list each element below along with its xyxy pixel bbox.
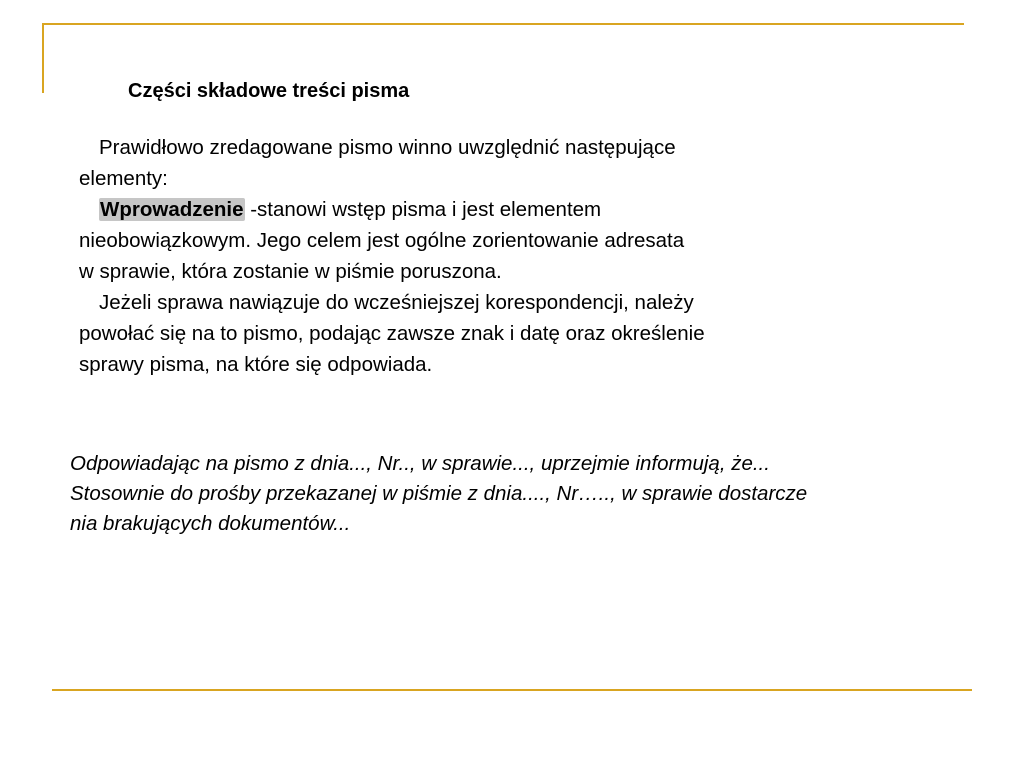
example-phrases	[70, 449, 1010, 539]
paragraph-2-line-1	[79, 194, 879, 225]
paragraph-3-line-2: powołać się na to pismo, podając zawsze znak i datę oraz określenie	[79, 322, 705, 345]
example-line-1: Odpowiadając na pismo z dnia..., Nr.., w sprawie..., uprzejmie informują, że...	[70, 452, 770, 475]
paragraph-3-line-1: Jeżeli sprawa nawiązuje do wcześniejszej korespondencji, należy	[99, 291, 694, 314]
paragraph-2-line-3: w sprawie, która zostanie w piśmie poruszona.	[79, 260, 502, 283]
frame-top-line	[42, 23, 964, 25]
example-line-2: Stosownie do prośby przekazanej w piśmie z dnia...., Nr….., w sprawie dostarcze	[70, 482, 808, 505]
slide-body	[79, 132, 879, 380]
paragraph-1-line-1: Prawidłowo zredagowane pismo winno uwzględnić następujące	[99, 136, 676, 159]
paragraph-3-line-3: sprawy pisma, na które się odpowiada.	[79, 353, 433, 376]
keyword-wprowadzenie: Wprowadzenie	[100, 198, 244, 221]
slide-title: Części składowe treści pisma	[128, 80, 410, 102]
frame-left-line	[42, 23, 44, 93]
paragraph-1-line-2: elementy:	[79, 167, 168, 190]
paragraph-2-line-2: nieobowiązkowym. Jego celem jest ogólne zorientowanie adresata	[79, 229, 685, 252]
example-line-3: nia brakujących dokumentów...	[70, 512, 351, 535]
frame-bottom-line	[52, 689, 972, 691]
paragraph-2-line-1-rest: -stanowi wstęp pisma i jest elementem	[244, 198, 602, 221]
